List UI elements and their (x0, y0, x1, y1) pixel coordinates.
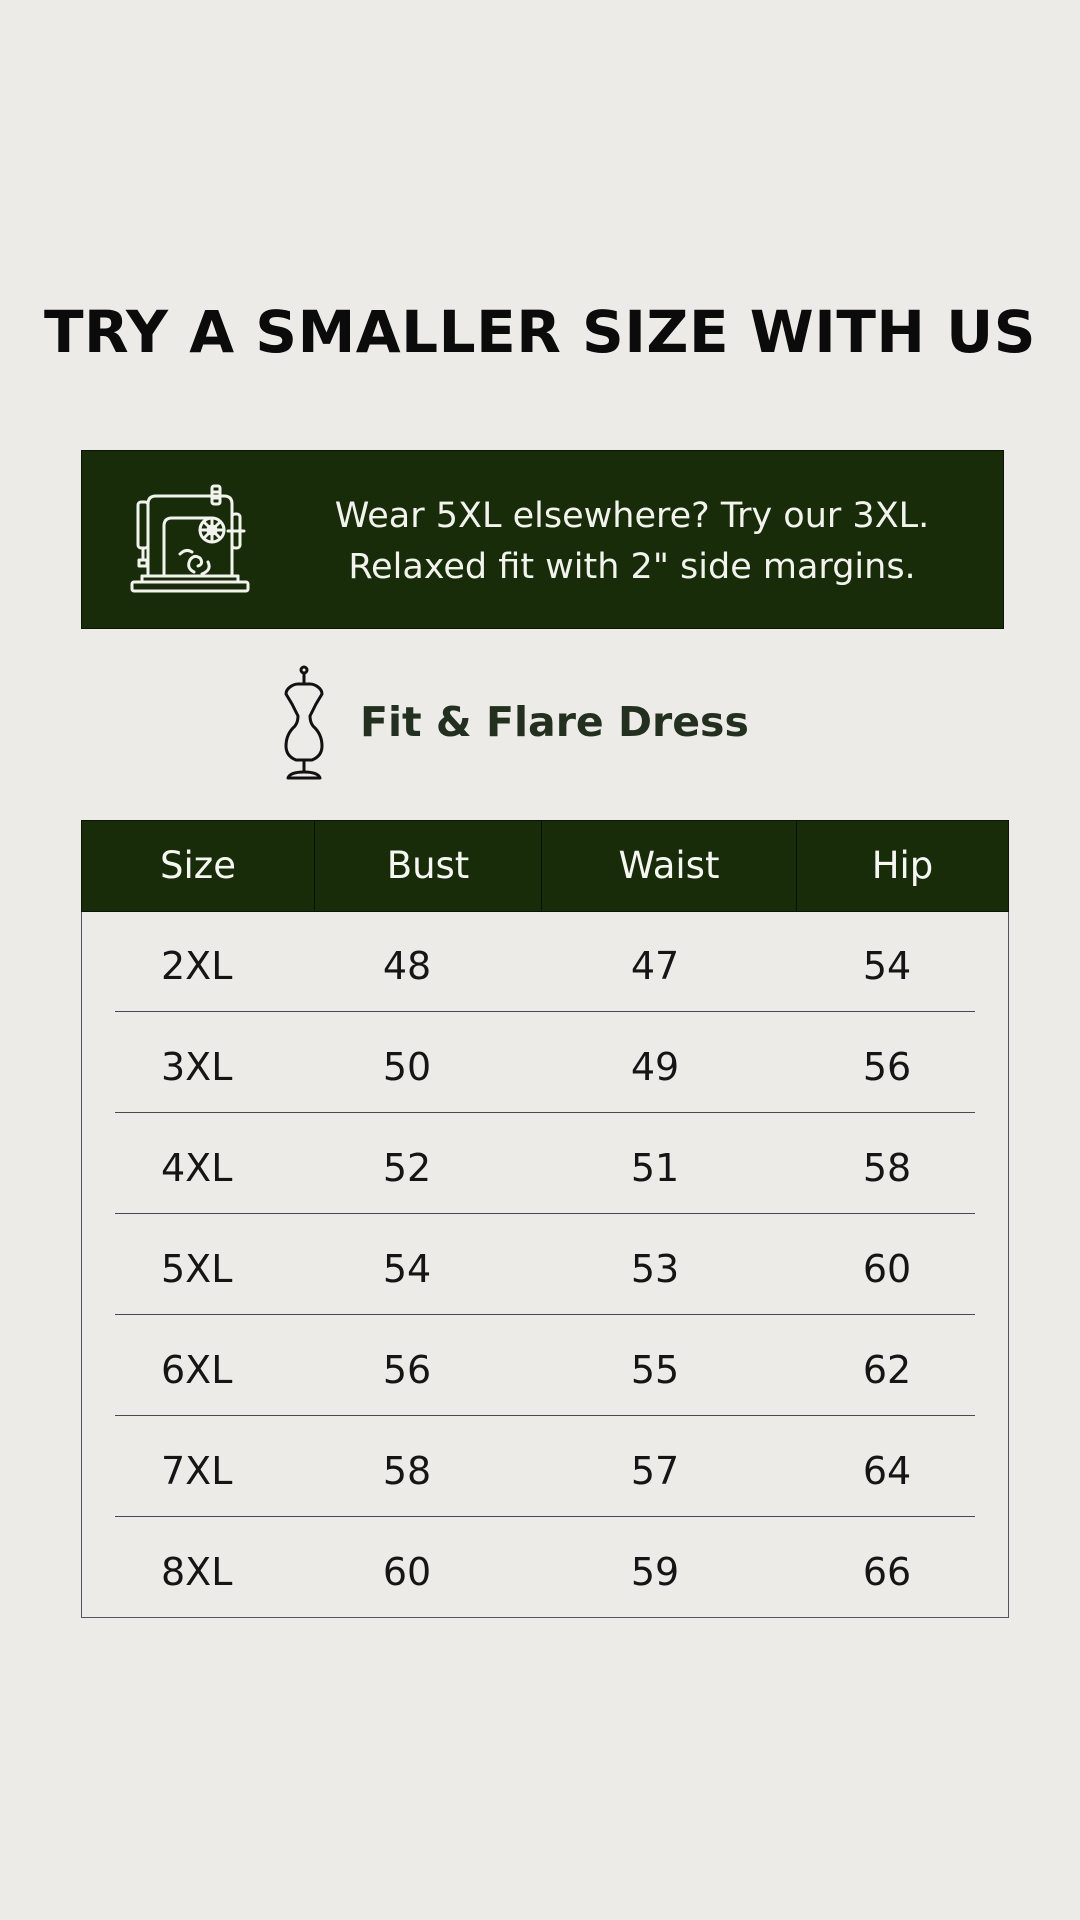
banner-line-2: Relaxed fit with 2" side margins. (348, 547, 916, 587)
hip-cell: 56 (862, 1045, 912, 1089)
size-cell: 3XL (161, 1045, 233, 1089)
waist-cell: 55 (630, 1348, 680, 1392)
bust-cell: 48 (382, 944, 432, 988)
hip-cell: 58 (862, 1146, 912, 1190)
sewing-machine-icon (128, 484, 252, 596)
waist-cell: 49 (630, 1045, 680, 1089)
table-row (82, 1012, 1008, 1113)
column-header-bust: Bust (314, 821, 541, 911)
waist-cell: 57 (630, 1449, 680, 1493)
column-header-hip: Hip (796, 821, 1008, 911)
waist-cell: 53 (630, 1247, 680, 1291)
size-cell: 4XL (161, 1146, 233, 1190)
bust-cell: 60 (382, 1550, 432, 1594)
size-cell: 7XL (161, 1449, 233, 1493)
bust-cell: 52 (382, 1146, 432, 1190)
column-header-waist: Waist (541, 821, 796, 911)
table-row (82, 1517, 1008, 1618)
waist-cell: 51 (630, 1146, 680, 1190)
table-header (81, 820, 1009, 912)
bust-cell: 56 (382, 1348, 432, 1392)
hip-cell: 66 (862, 1550, 912, 1594)
bust-cell: 50 (382, 1045, 432, 1089)
product-name: Fit & Flare Dress (360, 698, 749, 746)
banner-message (282, 491, 982, 593)
size-cell: 2XL (161, 944, 233, 988)
page-title: TRY A SMALLER SIZE WITH US (43, 298, 1037, 366)
table-row (82, 1113, 1008, 1214)
hip-cell: 62 (862, 1348, 912, 1392)
table-row (82, 911, 1008, 1012)
hip-cell: 60 (862, 1247, 912, 1291)
dress-form-icon (276, 664, 332, 784)
size-cell: 5XL (161, 1247, 233, 1291)
bust-cell: 58 (382, 1449, 432, 1493)
size-tip-banner (81, 450, 1004, 629)
size-cell: 6XL (161, 1348, 233, 1392)
column-header-size: Size (160, 844, 236, 887)
size-cell: 8XL (161, 1550, 233, 1594)
waist-cell: 47 (630, 944, 680, 988)
table-row (82, 1416, 1008, 1517)
table-row (82, 1214, 1008, 1315)
hip-cell: 54 (862, 944, 912, 988)
bust-cell: 54 (382, 1247, 432, 1291)
hip-cell: 64 (862, 1449, 912, 1493)
waist-cell: 59 (630, 1550, 680, 1594)
table-row (82, 1315, 1008, 1416)
banner-line-1: Wear 5XL elsewhere? Try our 3XL. (334, 496, 930, 536)
size-chart-table (81, 820, 1009, 1618)
